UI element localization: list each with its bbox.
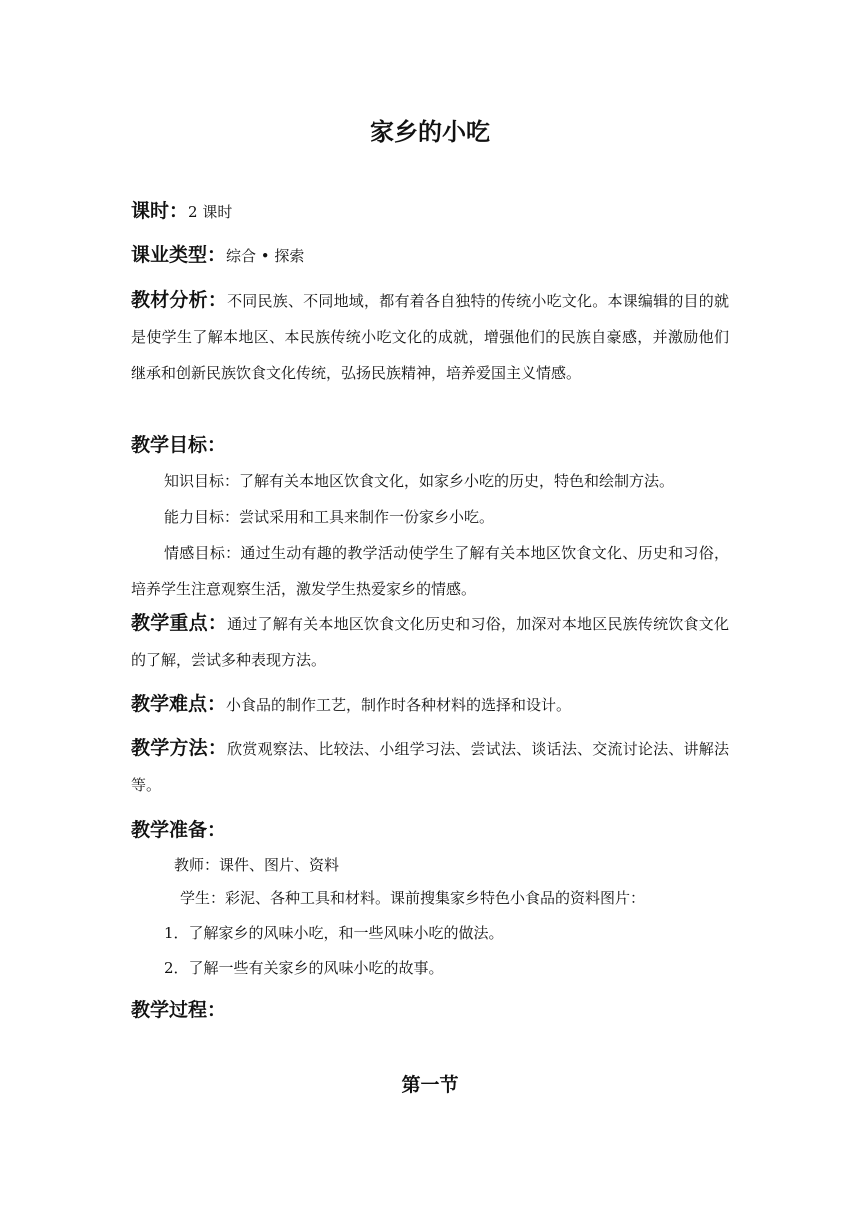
material-analysis-text: 不同民族、不同地域，都有着各自独特的传统小吃文化。本课编辑的目的就是使学生了解本地区、本民族传统小吃文化的成就，增强他们的民族自豪感，并激励他们继承和创新民族饮食文化传统，弘扬民族精神，培养爱国主义情感。	[131, 292, 729, 382]
difficulties-label: 教学难点：	[131, 693, 227, 715]
difficulties-text: 小食品的制作工艺，制作时各种材料的选择和设计。	[226, 696, 572, 714]
objectives-label: 教学目标：	[131, 434, 227, 456]
difficulties-line	[131, 689, 571, 716]
objectives-heading	[131, 430, 226, 457]
class-hours-value: 2 课时	[188, 203, 233, 221]
methods-label: 教学方法：	[131, 737, 228, 759]
preparation-teacher: 教师：课件、图片、资料	[174, 856, 340, 874]
objective-emotion: 情感目标：通过生动有趣的教学活动使学生了解有关本地区饮食文化、历史和习俗，培养学生注意观察生活，激发学生热爱家乡的情感。	[131, 544, 729, 598]
preparation-item-2: 2．了解一些有关家乡的风味小吃的故事。	[164, 959, 444, 977]
preparation-item-1: 1．了解家乡的风味小吃，和一些风味小吃的做法。	[164, 924, 504, 942]
key-points-paragraph	[131, 605, 729, 678]
lesson-type-label: 课业类型：	[131, 244, 227, 266]
preparation-student: 学生：彩泥、各种工具和材料。课前搜集家乡特色小食品的资料图片：	[180, 889, 646, 907]
key-points-label: 教学重点：	[131, 612, 228, 634]
methods-text: 欣赏观察法、比较法、小组学习法、尝试法、谈话法、交流讨论法、讲解法等。	[131, 740, 729, 794]
material-analysis-label: 教材分析：	[131, 289, 228, 311]
objective-knowledge: 知识目标：了解有关本地区饮食文化，如家乡小吃的历史，特色和绘制方法。	[164, 472, 675, 490]
process-label: 教学过程：	[131, 999, 227, 1021]
process-heading	[131, 995, 226, 1022]
lesson-type-line	[131, 240, 304, 267]
material-analysis-paragraph	[131, 282, 729, 391]
preparation-heading	[131, 815, 226, 842]
objective-ability: 能力目标：尝试采用和工具来制作一份家乡小吃。	[164, 508, 495, 526]
class-hours-label: 课时：	[131, 200, 189, 222]
document-title: 家乡的小吃	[370, 118, 490, 146]
methods-paragraph	[131, 730, 729, 803]
lesson-type-value: 综合 • 探索	[226, 247, 305, 265]
key-points-text: 通过了解有关本地区饮食文化历史和习俗，加深对本地区民族传统饮食文化的了解，尝试多种表现方法。	[131, 615, 729, 669]
class-hours-line	[131, 196, 232, 223]
section-title: 第一节	[401, 1074, 459, 1096]
preparation-label: 教学准备：	[131, 819, 227, 841]
